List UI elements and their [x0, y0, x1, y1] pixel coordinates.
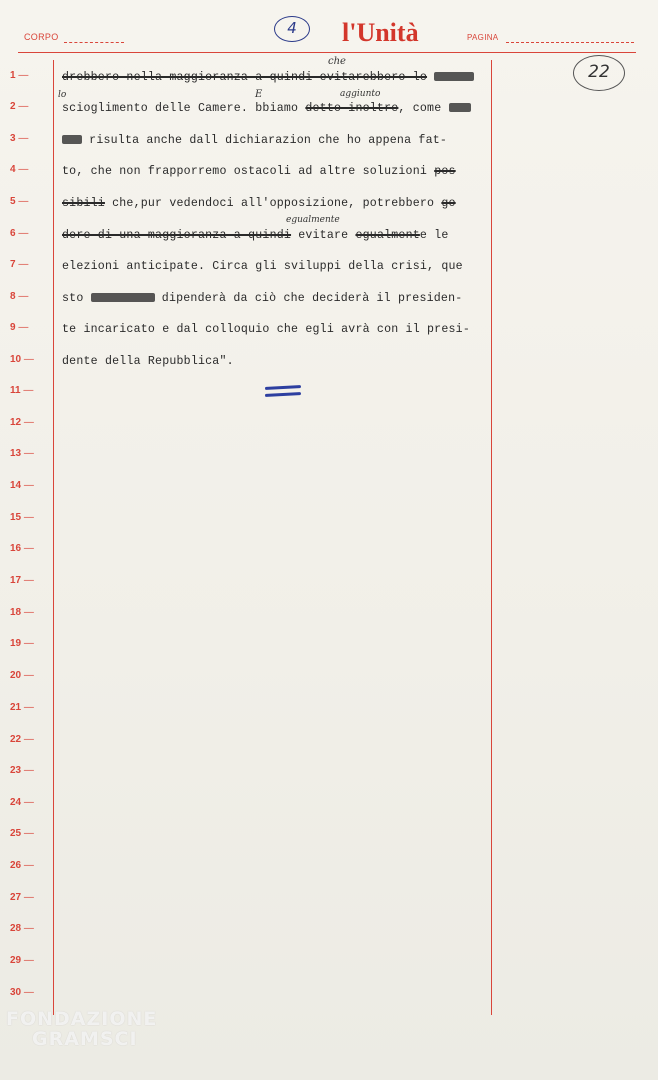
struck-text: egualment [355, 229, 420, 242]
line-number: 14 — [10, 480, 50, 491]
handwritten-annotation: aggiunto [340, 89, 381, 99]
pagina-field-line [506, 42, 634, 43]
redaction-blot [62, 135, 82, 144]
line-number: 8 — [10, 291, 50, 302]
line-number: 24 — [10, 797, 50, 808]
handwritten-annotation: egualmente [286, 215, 340, 225]
typed-line-4 [62, 165, 456, 178]
line-number: 9 — [10, 322, 50, 333]
handwritten-annotation: che [328, 56, 346, 67]
typed-text: bbiamo [255, 102, 306, 115]
typed-line-10 [62, 355, 234, 368]
line-number: 28 — [10, 923, 50, 934]
typed-text: dichiarazion [218, 134, 312, 147]
line-number: 10 — [10, 354, 50, 365]
typed-text: dipenderà da ciò che deciderà il presiden- [154, 292, 463, 305]
line-number: 27 — [10, 892, 50, 903]
typed-line-7 [62, 260, 463, 273]
typed-text: che ho appena fat- [311, 134, 448, 147]
end-of-text-mark [265, 386, 301, 400]
line-number: 22 — [10, 734, 50, 745]
corpo-label: CORPO [24, 32, 59, 42]
line-number: 13 — [10, 448, 50, 459]
typed-text: e le [419, 229, 449, 242]
line-number: 12 — [10, 417, 50, 428]
line-number: 18 — [10, 607, 50, 618]
typed-text: evitare [291, 229, 356, 242]
typed-text: , come [398, 102, 442, 115]
typed-text: scioglimento delle Camere. [62, 102, 256, 115]
typed-line-2 [62, 102, 471, 115]
header-rule [18, 52, 636, 53]
line-number: 1 — [10, 70, 50, 81]
struck-text: go [441, 197, 456, 210]
watermark-line-2: GRAMSCI [32, 1028, 138, 1050]
typed-text: sto [62, 292, 91, 305]
line-number: 2 — [10, 101, 50, 112]
typed-text: che,pur vedendoci all'opposizione, potrebbero [104, 197, 442, 210]
line-number: 4 — [10, 164, 50, 175]
line-number: 21 — [10, 702, 50, 713]
struck-text: pos [434, 165, 456, 178]
struck-text: dere di una maggioranza a quindi [62, 229, 292, 242]
handwritten-annotation: E [255, 89, 263, 100]
line-number: 30 — [10, 987, 50, 998]
line-number: 23 — [10, 765, 50, 776]
typed-line-9 [62, 323, 470, 336]
typed-text: elezioni anticipate. Circa gli sviluppi della crisi, que [62, 260, 463, 273]
watermark-line-1: FONDAZIONE [6, 1008, 158, 1030]
line-number: 25 — [10, 828, 50, 839]
line-number: 3 — [10, 133, 50, 144]
line-number: 11 — [10, 385, 50, 396]
line-number: 20 — [10, 670, 50, 681]
typed-line-5 [62, 197, 456, 210]
handwritten-page-number: 22 [573, 55, 625, 91]
line-number: 29 — [10, 955, 50, 966]
corpo-field-line [64, 42, 124, 43]
struck-text: detto inoltre [305, 102, 399, 115]
circled-section-number: 4 [274, 16, 310, 42]
line-number: 15 — [10, 512, 50, 523]
handwritten-annotation: lo [58, 90, 67, 100]
line-number: 17 — [10, 575, 50, 586]
typed-text: risulta anche dall [82, 134, 218, 147]
typed-line-6 [62, 229, 449, 242]
left-margin-line [53, 60, 54, 1015]
struck-text: drebbero nella maggioranza a quindi evitarebbero lo [62, 71, 428, 84]
line-number: 5 — [10, 196, 50, 207]
redaction-blot [449, 103, 471, 112]
typed-text: dente della Repubblica". [62, 355, 234, 368]
masthead-title: l'Unità [342, 18, 419, 47]
line-number: 19 — [10, 638, 50, 649]
line-number: 6 — [10, 228, 50, 239]
typed-line-1 [62, 71, 474, 84]
right-margin-line [491, 60, 492, 1015]
typed-text: to, che non frapporremo ostacoli ad altre soluzioni [62, 165, 435, 178]
line-number: 26 — [10, 860, 50, 871]
typed-line-3 [62, 134, 447, 147]
typed-line-8 [62, 292, 462, 305]
pagina-label: PAGINA [467, 33, 499, 42]
line-number: 7 — [10, 259, 50, 270]
line-number: 16 — [10, 543, 50, 554]
typed-text: te incaricato e dal colloquio che egli avrà con il presi- [62, 323, 470, 336]
redaction-blot [91, 293, 155, 302]
redaction-blot [434, 72, 474, 81]
struck-text: sibili [62, 197, 105, 210]
archive-watermark [6, 1008, 157, 1050]
